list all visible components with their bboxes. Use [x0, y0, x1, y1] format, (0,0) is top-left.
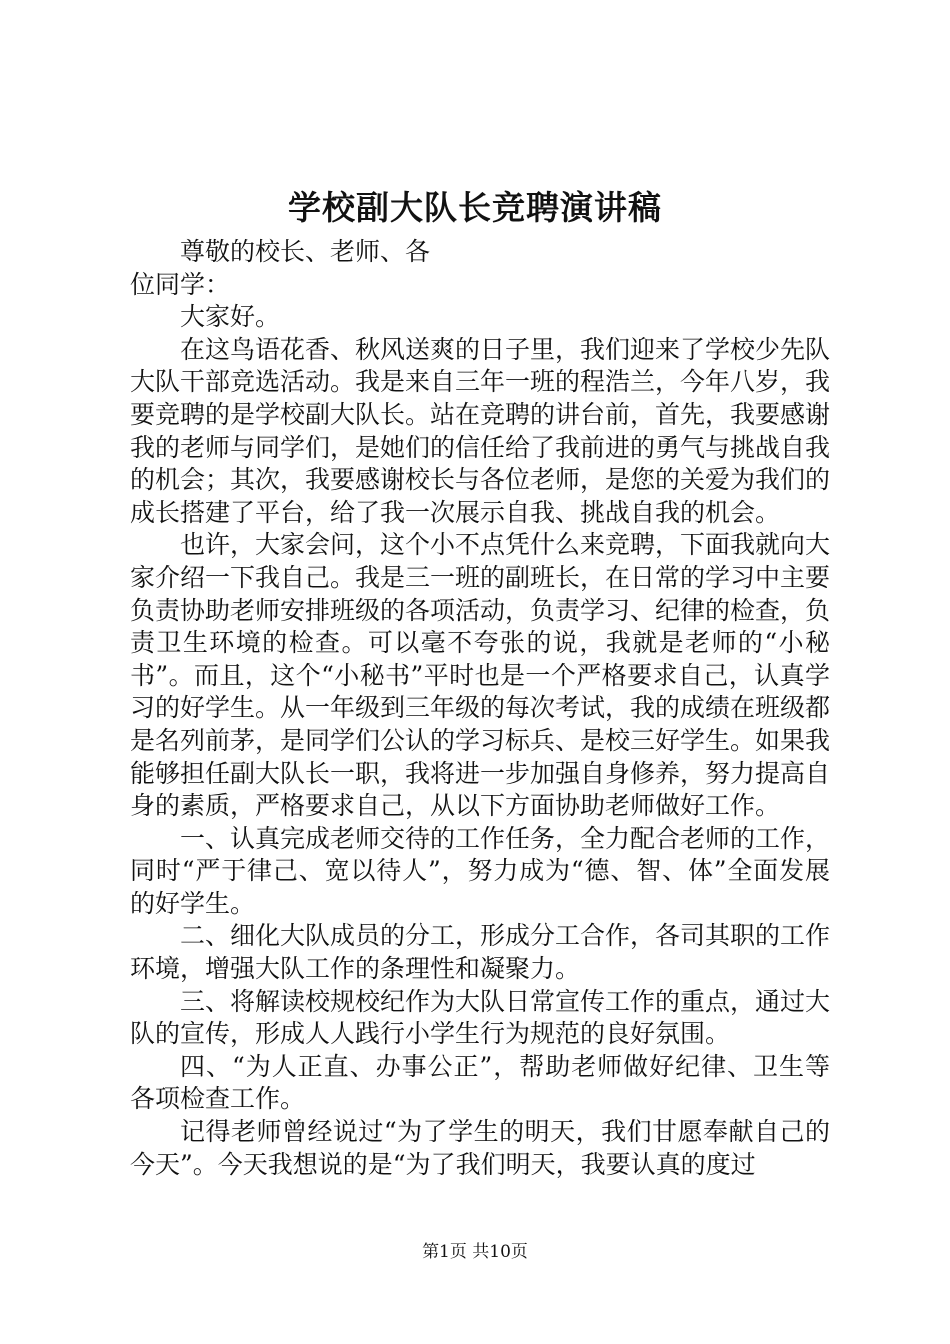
paragraph-plan-4: 四、“为人正直、办事公正”，帮助老师做好纪律、卫生等各项检查工作。 — [130, 1051, 830, 1114]
paragraph-greeting: 大家好。 — [180, 302, 281, 332]
paragraph-plan-3: 三、将解读校规校纪作为大队日常宣传工作的重点，通过大队的宣传，形成人人践行小学生行为规范的良好氛围。 — [130, 986, 831, 1049]
paragraph-salutation: 尊敬的校长、老师、各位同学： — [130, 237, 431, 299]
paragraph-closing: 记得老师曾经说过“为了学生的明天，我们甘愿奉献自己的今天”。今天我想说的是“为了我们明天，我要认真的度过 — [130, 1117, 830, 1179]
paragraph-plan-1: 一、认真完成老师交待的工作任务，全力配合老师的工作，同时“严于律己、宽以待人”，努力成为“德、智、体”全面发展的好学生。 — [130, 823, 831, 918]
paragraph-plan-2: 二、细化大队成员的分工，形成分工合作，各司其职的工作环境，增强大队工作的条理性和凝聚力。 — [130, 921, 831, 984]
page-number-footer: 第1页 共10页 — [422, 1242, 528, 1262]
paragraph-self-introduction: 也许，大家会问，这个小不点凭什么来竞聘，下面我就向大家介绍一下我自己。我是三一班的副班长，在日常的学习中主要负责协助老师安排班级的各项活动，负责学习、纪律的检查，负责卫生环境的检查。可以毫不夸张的说，我就是老师的“小秘书”。而且，这个“小秘书”平时也是一个严格要求自己，认真学习的好学生。从一年级到三年级的每次考试，我的成绩在班级都是名列前茅，是同学们公认的学习标兵、是校三好学生。如果我能够担任副大队长一职，我将进一步加强自身修养，努力提高自身的素质，严格要求自己，从以下方面协助老师做好工作。 — [130, 530, 831, 821]
document-title: 学校副大队长竞聘演讲稿 — [288, 188, 662, 227]
document-body — [130, 236, 830, 1181]
paragraph-introduction: 在这鸟语花香、秋风送爽的日子里，我们迎来了学校少先队大队干部竞选活动。我是来自三年一班的程浩兰，今年八岁，我要竞聘的是学校副大队长。站在竞聘的讲台前，首先，我要感谢我的老师与同学们，是她们的信任给了我前进的勇气与挑战自我的机会；其次，我要感谢校长与各位老师，是您的关爱为我们的成长搭建了平台，给了我一次展示自我、挑战自我的机会。 — [130, 334, 831, 527]
